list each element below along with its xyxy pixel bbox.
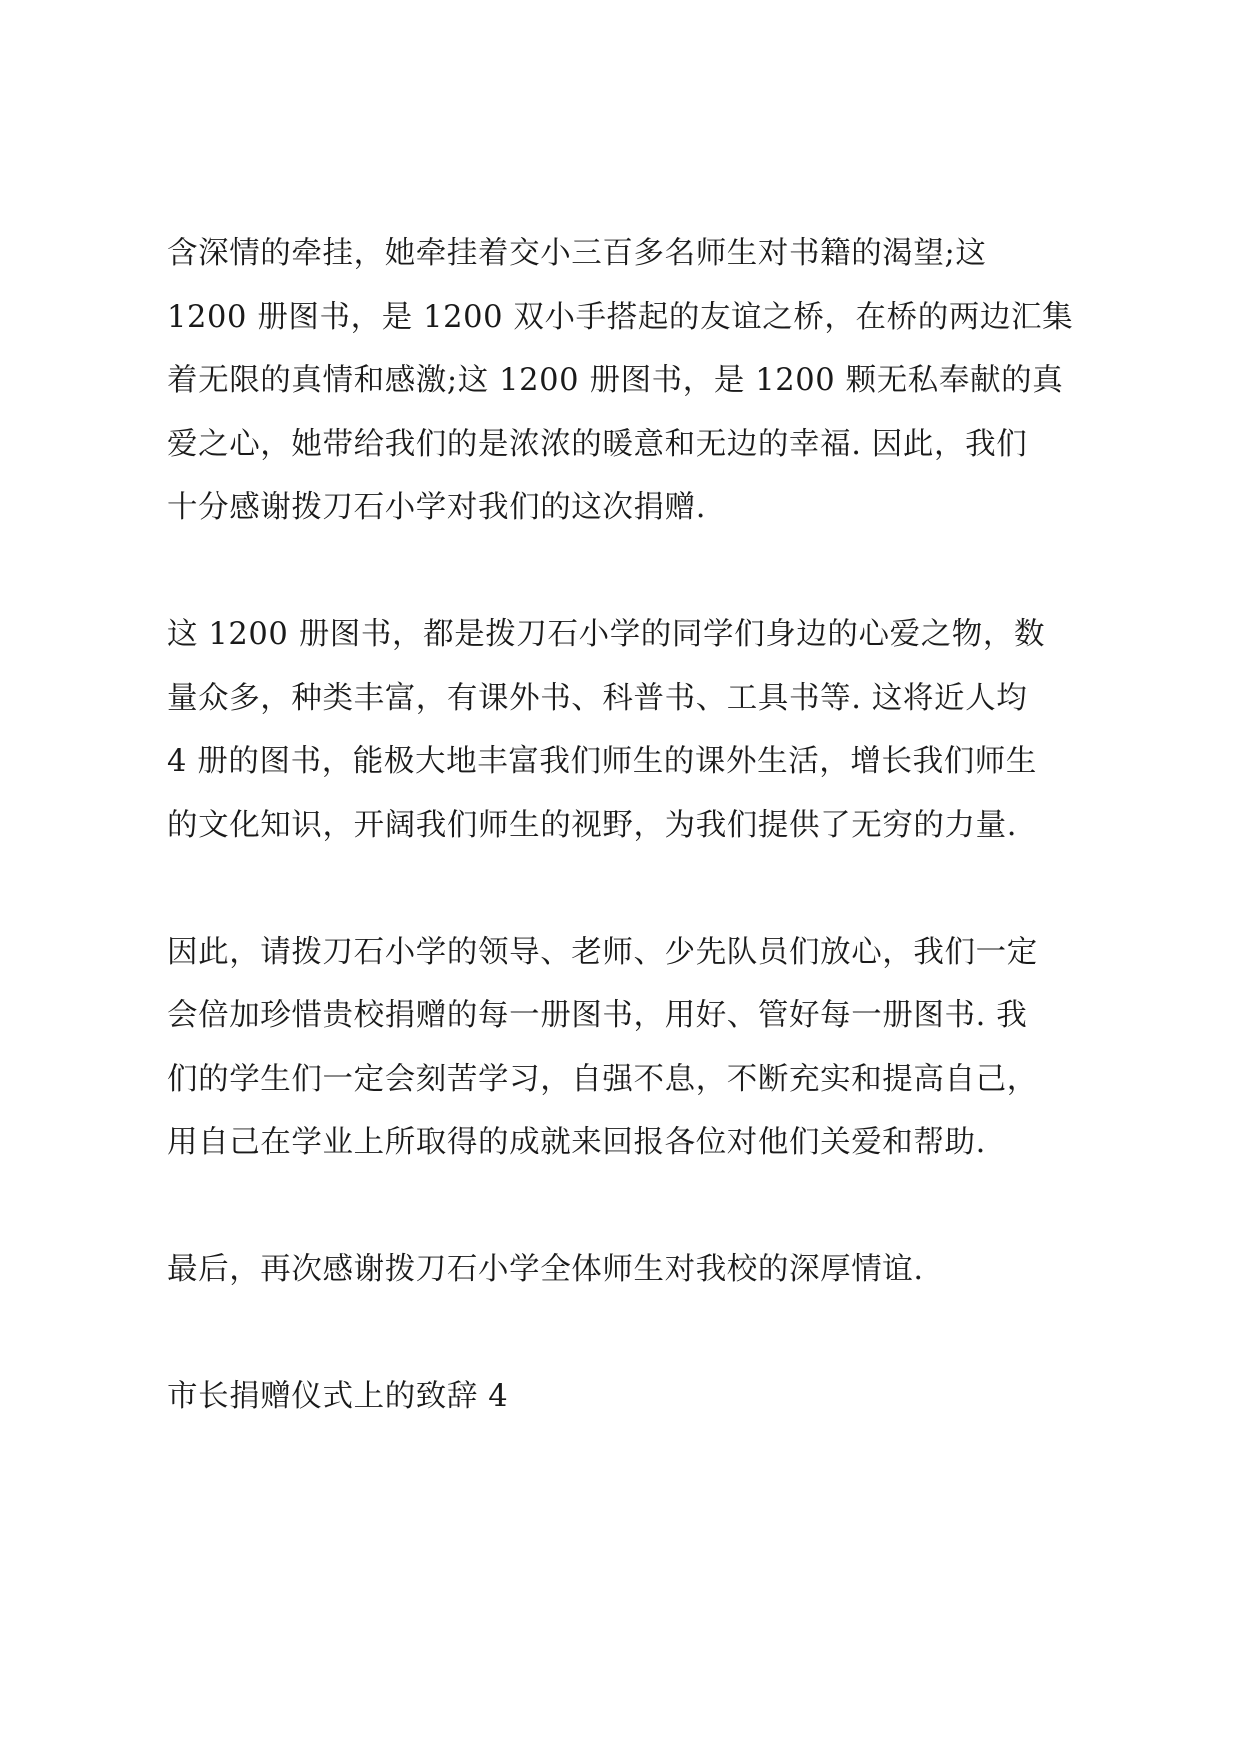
text-line: 这 1200 册图书，都是拨刀石小学的同学们身边的心爱之物，数 (167, 617, 1046, 652)
text-line: 因此，请拨刀石小学的领导、老师、少先队员们放心，我们一定 (167, 934, 1038, 970)
text-line: 最后，再次感谢拨刀石小学全体师生对我校的深厚情谊. (167, 1252, 924, 1287)
text-line: 4 册的图书，能极大地丰富我们师生的课外生活，增长我们师生 (167, 744, 1037, 779)
document-body (167, 222, 1087, 1429)
text-line: 十分感谢拨刀石小学对我们的这次捐赠. (167, 490, 706, 525)
text-line: 的文化知识，开阔我们师生的视野，为我们提供了无穷的力量. (167, 807, 1017, 843)
paragraph (167, 921, 1087, 1175)
paragraph-spacer (167, 1302, 1087, 1366)
paragraph (167, 603, 1087, 857)
paragraph-spacer (167, 1175, 1087, 1239)
text-line: 会倍加珍惜贵校捐赠的每一册图书，用好、管好每一册图书. 我 (167, 998, 1028, 1033)
text-line: 含深情的牵挂，她牵挂着交小三百多名师生对书籍的渴望;这 (167, 236, 987, 271)
paragraph (167, 222, 1087, 540)
paragraph-spacer (167, 857, 1087, 921)
heading-line: 市长捐赠仪式上的致辞 4 (167, 1379, 509, 1414)
text-line: 1200 册图书，是 1200 双小手搭起的友谊之桥，在桥的两边汇集 (167, 299, 1074, 335)
text-line: 们的学生们一定会刻苦学习，自强不息，不断充实和提高自己， (167, 1061, 1038, 1097)
text-line: 量众多，种类丰富，有课外书、科普书、工具书等. 这将近人均 (167, 680, 1028, 716)
text-line: 着无限的真情和感激;这 1200 册图书，是 1200 颗无私奉献的真 (167, 363, 1064, 398)
paragraph (167, 1238, 1087, 1302)
paragraph-spacer (167, 540, 1087, 604)
text-line: 用自己在学业上所取得的成就来回报各位对他们关爱和帮助. (167, 1125, 986, 1160)
section-heading (167, 1365, 1087, 1429)
text-line: 爱之心，她带给我们的是浓浓的暖意和无边的幸福. 因此，我们 (167, 426, 1028, 462)
